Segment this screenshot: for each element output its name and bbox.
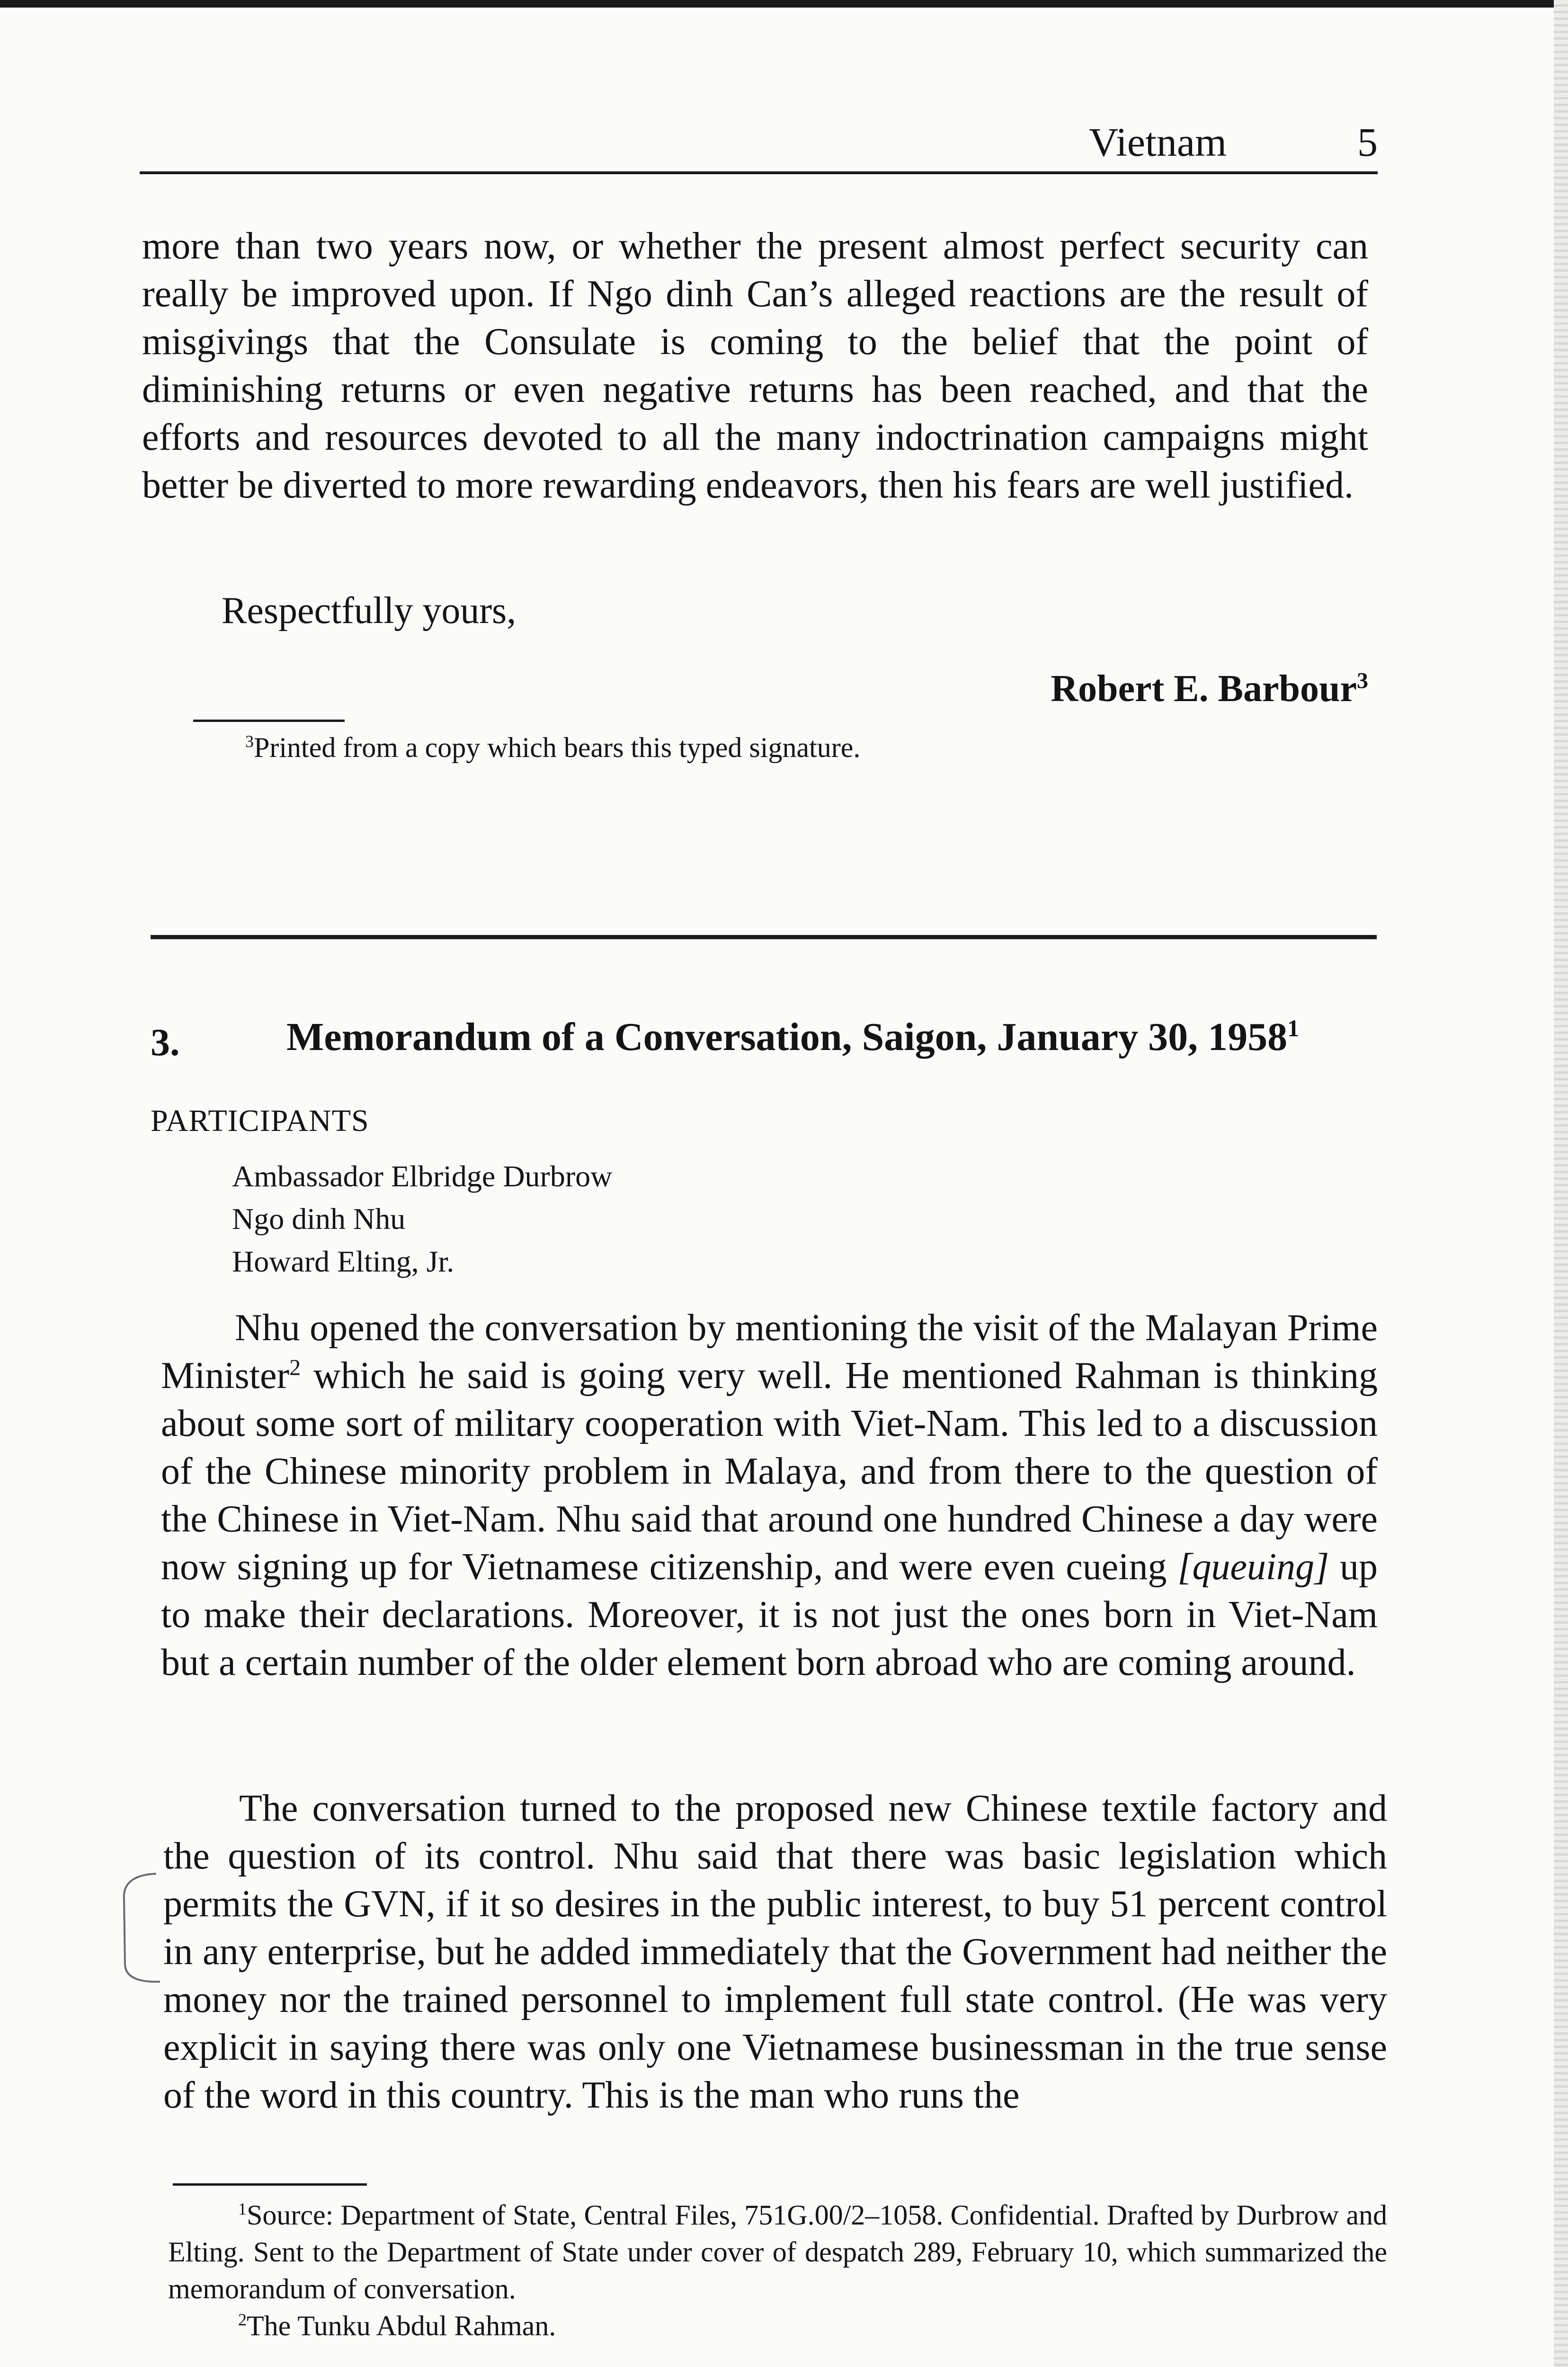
header-rule xyxy=(140,171,1378,174)
scan-page-edge xyxy=(1554,0,1568,2367)
title-note-mark: 1 xyxy=(1287,1015,1300,1041)
footnotes xyxy=(168,2197,1387,2344)
footnote-mark: 3 xyxy=(245,732,254,751)
p1-text-c: up to make their declarations. Moreover, it is not just the ones born in Viet-Nam but a certain number of the older element born abroad who are coming around. xyxy=(161,1546,1378,1683)
footnote-2-text: The Tunku Abdul Rahman. xyxy=(247,2310,556,2341)
pen-bracket-mark xyxy=(118,1870,166,1988)
footnote-rule xyxy=(193,720,345,722)
document-title-text: Memorandum of a Conversation, Saigon, January 30, 1958 xyxy=(286,1015,1288,1059)
participant-item: Ngo dinh Nhu xyxy=(232,1202,406,1236)
signature xyxy=(1008,667,1368,711)
document-title xyxy=(286,1014,1380,1060)
participant-item: Ambassador Elbridge Durbrow xyxy=(232,1159,613,1193)
footnote-1 xyxy=(168,2197,1387,2307)
running-head-title: Vietnam xyxy=(1089,119,1227,165)
scan-top-border xyxy=(0,0,1568,8)
footnote-2-mark: 2 xyxy=(238,2310,247,2329)
footnote-rule xyxy=(173,2183,367,2186)
participants-heading: PARTICIPANTS xyxy=(151,1103,369,1138)
document-number: 3. xyxy=(151,1021,180,1064)
p1-text-b: which he said is going very well. He mentioned Rahman is thinking about some sort of military cooperation with Viet-Nam. This led to a discussion of the Chinese minority problem in Malaya, and from there to the question of the Chinese in Viet-Nam. Nhu said that around one hundred Chinese a day were now signing up for Vietnamese citizenship, and were even cueing xyxy=(161,1355,1378,1588)
signature-note-mark: 3 xyxy=(1357,668,1368,694)
letter-closing-paragraph xyxy=(142,222,1368,509)
signature-name: Robert E. Barbour xyxy=(1051,668,1357,710)
footnote-1-text: Source: Department of State, Central Files, 751G.00/2–1058. Confidential. Drafted by Durbrow and Elting. Sent to the Department of State under cover of despatch 289, February 10, which summarized the memorandum of conversation. xyxy=(168,2199,1387,2305)
p1-bracketed-correction: [queuing] xyxy=(1177,1546,1329,1588)
section-divider xyxy=(151,935,1377,939)
footnote-1-mark: 1 xyxy=(238,2199,247,2218)
p2-text: The conversation turned to the proposed new Chinese textile factory and the question of its control. Nhu said that there was basic legislation which permits the GVN, if it so desires in the public interest, to buy 51 percent control in any enterprise, but he added immediately that the Government had neither the money nor the trained personnel to implement full state control. (He was very explicit in saying there was only one Vietnamese businessman in the true sense of the word in this country. This is the man who runs the xyxy=(163,1788,1387,2116)
p1-note-mark: 2 xyxy=(289,1355,301,1380)
footnote-3 xyxy=(245,731,860,764)
p1-text-a: Nhu opened the conversation by mentioning the visit of the Malayan Prime Minister xyxy=(161,1307,1378,1397)
memo-paragraph-1 xyxy=(161,1304,1378,1687)
memo-paragraph-2 xyxy=(163,1785,1387,2119)
participant-item: Howard Elting, Jr. xyxy=(232,1245,454,1278)
page-number: 5 xyxy=(1357,119,1378,165)
letter-paragraph-text: more than two years now, or whether the present almost perfect security can really be improved upon. If Ngo dinh Can’s alleged reactions are the result of misgivings that the Consulate is coming to the belief that the point of diminishing returns or even negative returns has been reached, and that the efforts and resources devoted to all the many indoctrination campaigns might better be diverted to more rewarding endeavors, then his fears are well justified. xyxy=(142,225,1368,506)
complimentary-close: Respectfully yours, xyxy=(222,590,517,632)
footnote-2 xyxy=(168,2307,1387,2344)
footnote-text: Printed from a copy which bears this typed signature. xyxy=(254,732,861,763)
